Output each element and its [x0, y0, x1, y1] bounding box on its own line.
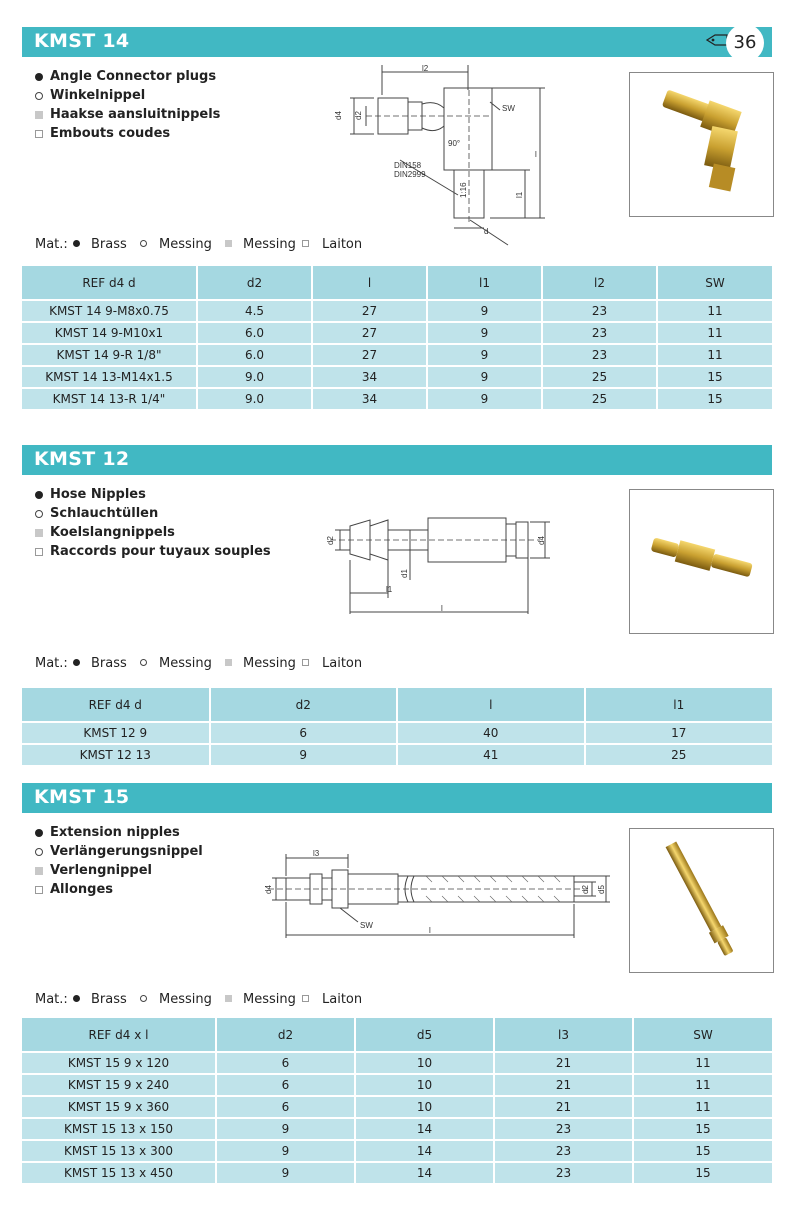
mat-prefix: Mat.:: [35, 992, 68, 1007]
mat-prefix: Mat.:: [35, 237, 68, 252]
mat-prefix: Mat.:: [35, 656, 68, 671]
cell: 23: [494, 1118, 633, 1140]
desc-nl: Verlengnippel: [50, 863, 153, 878]
german-marker-icon: [35, 510, 43, 518]
cell: 10: [355, 1052, 494, 1074]
cell: 9: [427, 300, 542, 322]
din-label-1: DIN158: [394, 161, 422, 170]
cell: 9: [216, 1140, 355, 1162]
kmst12-product-photo: [629, 489, 774, 634]
kmst12-table: [22, 688, 772, 765]
cell: KMST 14 9-M10x1: [22, 322, 197, 344]
desc-de: Schlauchtüllen: [50, 506, 159, 521]
mat-brass: Brass: [91, 237, 127, 252]
cell: 25: [542, 388, 657, 409]
desc-de: Verlängerungsnippel: [50, 844, 203, 859]
mat-messing-de: Messing: [159, 237, 212, 252]
dim-taper: 1:16: [459, 182, 468, 198]
cell: 9.0: [197, 366, 312, 388]
table-row: [22, 344, 772, 366]
cell: 6: [216, 1096, 355, 1118]
kmst15-technical-drawing: [258, 842, 618, 942]
cell: 6.0: [197, 344, 312, 366]
cell: 23: [494, 1140, 633, 1162]
table-row: [22, 322, 772, 344]
col-l1: l1: [585, 688, 773, 722]
dim-l1: l1: [515, 191, 524, 198]
col-l3: l3: [494, 1018, 633, 1052]
kmst12-technical-drawing: [320, 508, 560, 618]
dim-angle: 90°: [448, 139, 461, 148]
cell: 34: [312, 388, 427, 409]
col-l1: l1: [427, 266, 542, 300]
col-ref: REF d4 x l: [22, 1018, 216, 1052]
table-row: [22, 1074, 772, 1096]
messing-marker-icon: [140, 659, 147, 666]
cell: 6.0: [197, 322, 312, 344]
desc-en: Extension nipples: [50, 825, 180, 840]
col-sw: SW: [657, 266, 772, 300]
cell: 10: [355, 1074, 494, 1096]
desc-fr: Raccords pour tuyaux souples: [50, 544, 271, 559]
kmst14-product-photo: [629, 72, 774, 217]
kmst12-descriptions: [35, 487, 271, 563]
kmst15-descriptions: [35, 825, 203, 901]
table-row: [22, 366, 772, 388]
table-row: [22, 1096, 772, 1118]
dim-d: d: [484, 227, 489, 236]
cell: KMST 14 9-R 1/8": [22, 344, 197, 366]
french-marker-icon: [35, 886, 43, 894]
messing-marker-icon: [140, 995, 147, 1002]
desc-nl: Koelslangnippels: [50, 525, 175, 540]
kmst15-product-photo: [629, 828, 774, 973]
table-row: [22, 1162, 772, 1183]
cell: 40: [397, 722, 585, 744]
col-sw: SW: [633, 1018, 772, 1052]
cell: 11: [657, 300, 772, 322]
dim-d2: d2: [326, 536, 335, 545]
cell: 11: [657, 344, 772, 366]
mat-messing-nl: Messing: [243, 992, 296, 1007]
cell: KMST 15 13 x 300: [22, 1140, 216, 1162]
table-row: [22, 1140, 772, 1162]
col-l2: l2: [542, 266, 657, 300]
german-marker-icon: [35, 92, 43, 100]
desc-de: Winkelnippel: [50, 88, 146, 103]
cell: 11: [633, 1074, 772, 1096]
cell: 21: [494, 1096, 633, 1118]
cell: KMST 14 13-M14x1.5: [22, 366, 197, 388]
kmst15-table: [22, 1018, 772, 1183]
table-row: [22, 722, 772, 744]
cell: KMST 12 13: [22, 744, 210, 765]
cell: KMST 14 13-R 1/4": [22, 388, 197, 409]
cell: 14: [355, 1140, 494, 1162]
dutch-marker-icon: [35, 867, 43, 875]
cell: 11: [657, 322, 772, 344]
desc-fr: Allonges: [50, 882, 114, 897]
laiton-marker-icon: [302, 240, 309, 247]
cell: 6: [216, 1074, 355, 1096]
cell: 41: [397, 744, 585, 765]
kmst12-title: KMST 12: [34, 448, 130, 470]
cell: 6: [216, 1052, 355, 1074]
cell: 4.5: [197, 300, 312, 322]
mat-laiton: Laiton: [322, 992, 363, 1007]
mat-messing-de: Messing: [159, 656, 212, 671]
cell: 9: [210, 744, 398, 765]
kmst14-descriptions: [35, 69, 220, 145]
cell: 9: [216, 1118, 355, 1140]
cell: 14: [355, 1118, 494, 1140]
cell: 11: [633, 1096, 772, 1118]
cell: 10: [355, 1096, 494, 1118]
dim-d2: d2: [581, 885, 590, 894]
mat-messing-nl: Messing: [243, 237, 296, 252]
laiton-marker-icon: [302, 659, 309, 666]
kmst12-banner: [22, 445, 772, 475]
english-marker-icon: [35, 491, 43, 499]
desc-nl: Haakse aansluitnippels: [50, 107, 221, 122]
dim-d4: d4: [537, 536, 546, 545]
kmst14-technical-drawing: [330, 60, 550, 250]
table-header-row: [22, 688, 772, 722]
table-row: [22, 1118, 772, 1140]
page-number: 36: [726, 24, 764, 62]
cell: 15: [633, 1118, 772, 1140]
cell: 23: [494, 1162, 633, 1183]
dim-l: l: [535, 150, 537, 159]
english-marker-icon: [35, 829, 43, 837]
col-d2: d2: [197, 266, 312, 300]
cell: 9: [216, 1162, 355, 1183]
cell: KMST 15 13 x 150: [22, 1118, 216, 1140]
cell: KMST 15 9 x 240: [22, 1074, 216, 1096]
desc-en: Hose Nipples: [50, 487, 146, 502]
english-marker-icon: [35, 73, 43, 81]
dim-l3: l3: [313, 849, 320, 858]
cell: 34: [312, 366, 427, 388]
dim-l1: l1: [386, 585, 393, 594]
col-d5: d5: [355, 1018, 494, 1052]
french-marker-icon: [35, 548, 43, 556]
cell: 15: [657, 388, 772, 409]
cell: 17: [585, 722, 773, 744]
dim-d1: d1: [400, 569, 409, 578]
cell: 27: [312, 344, 427, 366]
messing-nl-marker-icon: [225, 240, 232, 247]
brass-marker-icon: [73, 995, 80, 1002]
cell: KMST 12 9: [22, 722, 210, 744]
col-l: l: [397, 688, 585, 722]
mat-messing-de: Messing: [159, 992, 212, 1007]
messing-marker-icon: [140, 240, 147, 247]
kmst14-title: KMST 14: [34, 30, 130, 52]
brass-marker-icon: [73, 240, 80, 247]
brass-marker-icon: [73, 659, 80, 666]
col-ref: REF d4 d: [22, 266, 197, 300]
desc-en: Angle Connector plugs: [50, 69, 217, 84]
cell: KMST 15 9 x 120: [22, 1052, 216, 1074]
cell: 27: [312, 300, 427, 322]
mat-laiton: Laiton: [322, 237, 363, 252]
cell: KMST 14 9-M8x0.75: [22, 300, 197, 322]
dim-d4: d4: [264, 885, 273, 894]
cell: 15: [633, 1162, 772, 1183]
cell: 11: [633, 1052, 772, 1074]
page-pointer-icon: [706, 33, 728, 47]
mat-brass: Brass: [91, 656, 127, 671]
german-marker-icon: [35, 848, 43, 856]
cell: 23: [542, 300, 657, 322]
table-row: [22, 1052, 772, 1074]
mat-messing-nl: Messing: [243, 656, 296, 671]
cell: KMST 15 9 x 360: [22, 1096, 216, 1118]
dim-l: l: [441, 604, 443, 613]
table-header-row: [22, 1018, 772, 1052]
dutch-marker-icon: [35, 111, 43, 119]
col-d2: d2: [216, 1018, 355, 1052]
messing-nl-marker-icon: [225, 659, 232, 666]
laiton-marker-icon: [302, 995, 309, 1002]
cell: 23: [542, 322, 657, 344]
dim-d4: d4: [334, 111, 343, 120]
cell: 25: [585, 744, 773, 765]
din-label-2: DIN2999: [394, 170, 426, 179]
cell: KMST 15 13 x 450: [22, 1162, 216, 1183]
cell: 27: [312, 322, 427, 344]
dim-d2: d2: [354, 111, 363, 120]
mat-brass: Brass: [91, 992, 127, 1007]
dim-l2: l2: [422, 64, 429, 73]
mat-laiton: Laiton: [322, 656, 363, 671]
kmst14-table: [22, 266, 772, 409]
dim-sw: SW: [502, 104, 515, 113]
cell: 15: [657, 366, 772, 388]
table-row: [22, 388, 772, 409]
col-ref: REF d4 d: [22, 688, 210, 722]
messing-nl-marker-icon: [225, 995, 232, 1002]
kmst15-title: KMST 15: [34, 786, 130, 808]
cell: 6: [210, 722, 398, 744]
dim-l: l: [429, 926, 431, 935]
cell: 15: [633, 1140, 772, 1162]
desc-fr: Embouts coudes: [50, 126, 171, 141]
cell: 25: [542, 366, 657, 388]
dim-sw: SW: [360, 921, 373, 930]
french-marker-icon: [35, 130, 43, 138]
table-row: [22, 744, 772, 765]
table-row: [22, 300, 772, 322]
dim-d5: d5: [597, 885, 606, 894]
cell: 21: [494, 1052, 633, 1074]
kmst15-banner: [22, 783, 772, 813]
table-header-row: [22, 266, 772, 300]
cell: 9.0: [197, 388, 312, 409]
cell: 9: [427, 366, 542, 388]
cell: 21: [494, 1074, 633, 1096]
cell: 9: [427, 322, 542, 344]
cell: 23: [542, 344, 657, 366]
kmst14-banner: [22, 27, 772, 57]
dutch-marker-icon: [35, 529, 43, 537]
cell: 14: [355, 1162, 494, 1183]
cell: 9: [427, 388, 542, 409]
col-d2: d2: [210, 688, 398, 722]
col-l: l: [312, 266, 427, 300]
cell: 9: [427, 344, 542, 366]
